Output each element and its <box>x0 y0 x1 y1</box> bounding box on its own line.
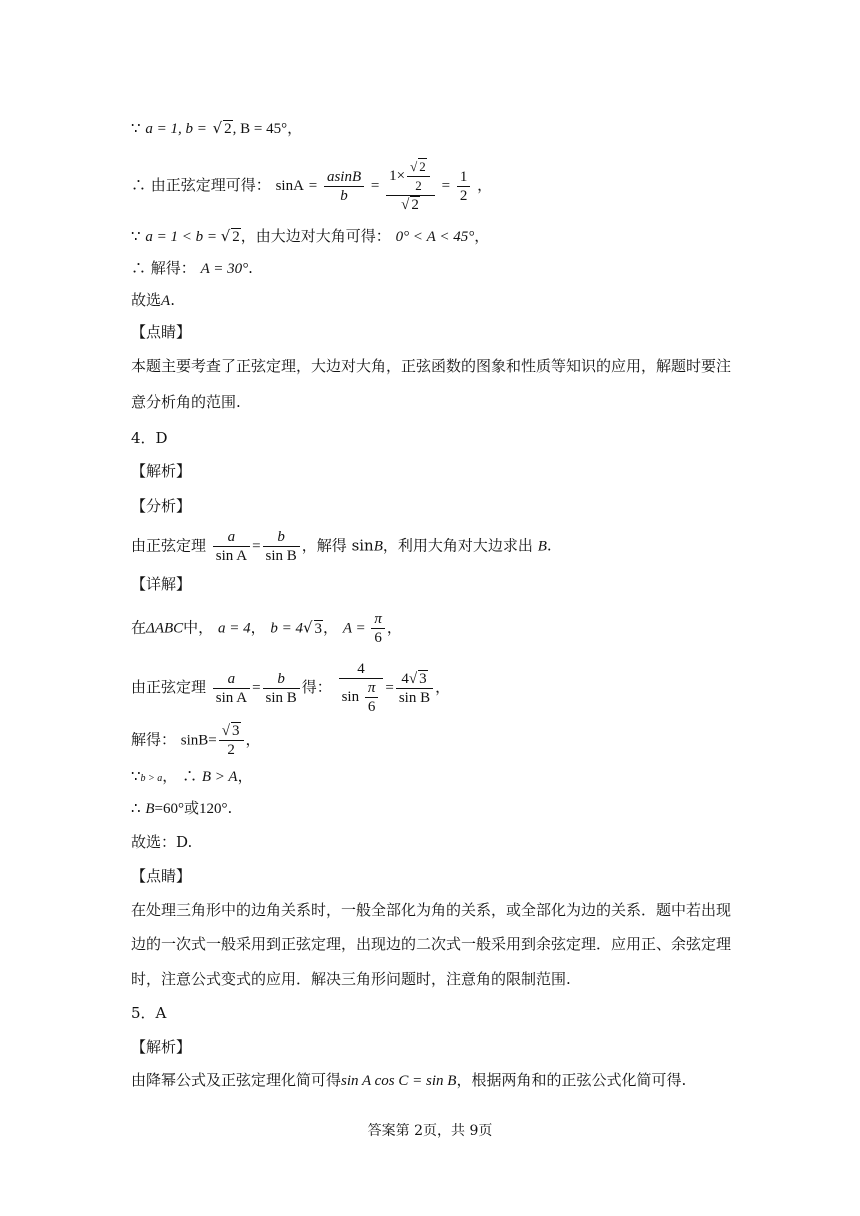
paragraph-line: 时，注意公式变式的应用．解决三角形问题时，注意角的限制范围. <box>131 970 571 988</box>
radical-sign: √ <box>401 197 410 213</box>
line-text: 得： <box>301 678 332 696</box>
sinB-label: sinB= <box>180 732 217 749</box>
var-B: B <box>373 538 383 555</box>
condition-b-gt-a: b > a <box>140 773 163 784</box>
numerator <box>386 158 435 196</box>
radicand: 2 <box>224 121 232 137</box>
denominator: 2 <box>459 187 468 204</box>
denominator: 6 <box>367 699 376 715</box>
line-sine-law-apply <box>131 660 450 716</box>
page-footer: 答案第 2页，共 9页 <box>367 1123 493 1139</box>
numerator <box>219 722 244 741</box>
numerator: 1 <box>457 168 471 187</box>
radicand: 2 <box>411 197 419 213</box>
side-a: a = 4 <box>217 620 251 637</box>
line-text: 中， <box>183 618 214 637</box>
fraction-sqrt2-over-2 <box>407 158 430 195</box>
side-b: b = 4 <box>270 620 303 637</box>
angle-inequality: 0° < A < 45° <box>395 229 475 245</box>
formula: sin A cos C = sin B <box>341 1073 457 1089</box>
question-answer-5: 5．A <box>131 1004 167 1022</box>
radicand: 2 <box>419 159 426 174</box>
numerator: asinB <box>324 168 364 187</box>
line-compare-angles <box>131 766 253 789</box>
equals-sign: = <box>441 178 451 194</box>
numerator: b <box>263 528 300 547</box>
line-text: ，由大边对大角可得： <box>240 227 391 245</box>
therefore-symbol: ∴ <box>131 799 141 817</box>
fraction-a-over-sinA <box>213 528 250 565</box>
angle-A: A = <box>342 620 370 637</box>
line-solution <box>131 258 253 279</box>
fraction-a-over-sinA <box>213 670 250 707</box>
paragraph-line: 边的一次式一般采用到正弦定理，出现边的二次式一般采用到余弦定理．应用正、余弦定理 <box>131 935 732 953</box>
denominator <box>386 196 435 214</box>
line-text: 故选 <box>131 291 162 309</box>
radicand: 2 <box>232 229 240 245</box>
radicand: 3 <box>419 670 427 687</box>
denominator: sin A <box>215 548 248 564</box>
denominator: sin B <box>265 548 297 564</box>
denominator: sin A <box>215 689 248 706</box>
line-prefix: 在 <box>131 618 147 637</box>
line-triangle-given: 在ΔABC中， a = 4， b = 4√ 3， A = $\frac{\pi}{6}$ ， <box>131 611 402 646</box>
line-solve-sinB <box>131 722 261 759</box>
radicand: 3 <box>232 723 240 739</box>
comma: ， <box>162 767 178 785</box>
fraction-rt3-over-2 <box>219 722 244 759</box>
line-prefix: 由正弦定理 <box>131 536 207 555</box>
period: . <box>248 259 253 277</box>
therefore-symbol: ∴ <box>182 767 198 785</box>
section-heading-analysis: 【解析】 <box>131 1038 192 1056</box>
numerator: b <box>263 670 300 689</box>
line-prefix: 由降幂公式及正弦定理化简可得 <box>131 1071 342 1089</box>
numerator: a <box>213 528 250 547</box>
numerator: π <box>371 610 385 629</box>
section-heading-detail: 【详解】 <box>131 575 192 593</box>
line-choose <box>131 290 175 311</box>
denominator <box>339 679 384 716</box>
triangle-label: ΔABC <box>146 620 184 637</box>
answer-choice-line: 故选：D. <box>131 833 193 851</box>
given-values: a = 1, b = <box>145 121 211 137</box>
numerator: a <box>213 670 250 689</box>
line-sine-law-method <box>131 528 552 565</box>
section-heading-fenxi: 【分析】 <box>131 497 192 515</box>
line-final-angles <box>131 798 232 819</box>
question-answer-4: 4．D <box>131 429 168 447</box>
sin-label: sin <box>341 688 360 705</box>
radicand: 3 <box>314 620 323 637</box>
line-given-values <box>131 118 302 139</box>
radical-sign: √ <box>408 670 418 687</box>
denominator: 2 <box>415 178 422 193</box>
numerator <box>396 670 433 689</box>
fraction-pi-over-6 <box>365 679 379 716</box>
because-symbol: ∵ <box>131 767 141 785</box>
angle-relation: B > A <box>201 769 238 785</box>
fraction-pi-over-6 <box>371 610 385 647</box>
line-simplify <box>131 1070 686 1091</box>
comma: ， <box>477 176 493 194</box>
fraction-asinB-over-b <box>324 168 364 205</box>
fraction-one-half <box>457 168 471 205</box>
denominator: 2 <box>227 742 235 758</box>
numerator: π <box>365 679 379 698</box>
line-suffix: ，根据两角和的正弦公式化简可得. <box>456 1071 687 1089</box>
line-text: ，利用大角对大边求出 <box>382 536 533 555</box>
result-A: A = 30° <box>200 261 249 277</box>
line-prefix: 由正弦定理可得： <box>150 176 271 194</box>
therefore-symbol: ∴ <box>131 176 147 194</box>
line-prefix: 解得： <box>131 730 177 749</box>
radical-sign: √ <box>212 119 223 137</box>
period: . <box>227 799 233 817</box>
equals-sign: = <box>370 178 380 194</box>
equals-sign: = <box>308 178 318 194</box>
comma: ， <box>474 227 490 245</box>
numerator <box>407 158 430 177</box>
comma: ， <box>237 767 253 785</box>
period: . <box>170 291 175 309</box>
var-B: B <box>537 538 547 555</box>
section-heading-analysis: 【解析】 <box>131 462 192 480</box>
fraction-b-over-sinB <box>263 670 300 707</box>
coefficient: 4 <box>401 670 409 687</box>
numerator: 4 <box>339 660 384 679</box>
equals-sign: = <box>385 680 394 696</box>
line-angle-range <box>131 226 489 247</box>
comma: ， <box>245 730 261 749</box>
var-B: B <box>145 801 155 817</box>
therefore-symbol: ∴ <box>131 259 147 277</box>
fraction-compound <box>386 158 435 214</box>
section-heading-comment: 【点睛】 <box>131 323 192 341</box>
answer-letter: A <box>161 293 171 309</box>
line-sine-law-result <box>131 158 492 214</box>
denominator: sin B <box>265 689 297 706</box>
one-times: 1× <box>389 167 406 184</box>
paragraph-line: 意分析角的范围. <box>131 393 241 411</box>
section-heading-comment: 【点睛】 <box>131 867 192 885</box>
sqrt-2 <box>211 119 233 137</box>
line-prefix: 解得： <box>150 259 196 277</box>
paragraph-line: 在处理三角形中的边角关系时，一般全部化为角的关系，或全部化为边的关系．题中若出现 <box>131 901 732 919</box>
denominator: sin B <box>398 689 431 706</box>
equals-sign: = <box>252 538 261 555</box>
denominator: b <box>340 187 348 204</box>
period: . <box>546 536 552 555</box>
fraction-b-over-sinB <box>263 528 300 565</box>
angle-B: , B = 45° <box>232 121 288 137</box>
comma: ， <box>435 678 451 696</box>
radical-sign: √ <box>221 723 231 739</box>
inequality-ab: a = 1 < b = <box>145 229 221 245</box>
comma: ， <box>386 618 402 637</box>
radical-sign: √ <box>302 618 313 637</box>
line-text: ，解得 sin <box>301 536 374 555</box>
radical-sign: √ <box>410 159 418 174</box>
angle-values: =60°或120° <box>154 801 228 817</box>
equals-sign: = <box>252 680 261 696</box>
because-symbol: ∵ <box>131 227 141 245</box>
fraction-4rt3-over-sinB <box>396 670 433 707</box>
radical-sign: √ <box>220 227 231 245</box>
line-prefix: 由正弦定理 <box>131 678 207 696</box>
comma: ， <box>287 119 303 137</box>
fraction-4-over-sin-pi6 <box>339 660 384 716</box>
denominator: 6 <box>374 630 382 646</box>
because-symbol: ∵ <box>131 119 141 137</box>
sinA-label: sinA <box>275 178 304 194</box>
paragraph-line: 本题主要考查了正弦定理，大边对大角，正弦函数的图象和性质等知识的应用，解题时要注 <box>131 357 732 375</box>
